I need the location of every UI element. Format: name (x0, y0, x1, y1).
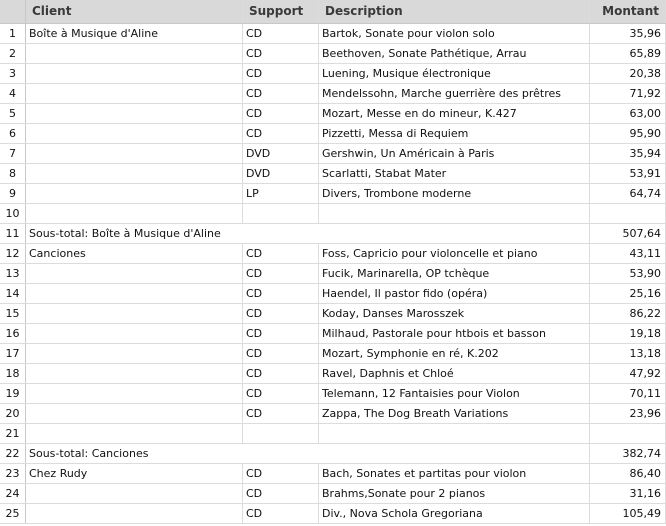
client-cell[interactable] (26, 184, 243, 203)
description-cell[interactable]: Mozart, Symphonie en ré, K.202 (319, 344, 590, 363)
support-cell[interactable]: CD (243, 404, 319, 423)
row-number[interactable]: 11 (0, 224, 26, 243)
table-row[interactable] (0, 204, 666, 224)
row-number[interactable]: 4 (0, 84, 26, 103)
montant-cell[interactable] (590, 424, 666, 443)
montant-cell[interactable]: 64,74 (590, 184, 666, 203)
client-cell[interactable]: Chez Rudy (26, 464, 243, 483)
description-cell[interactable]: Divers, Trombone moderne (319, 184, 590, 203)
support-cell[interactable]: CD (243, 504, 319, 523)
support-cell[interactable]: CD (243, 24, 319, 43)
client-cell[interactable]: Canciones (26, 244, 243, 263)
support-cell[interactable]: CD (243, 264, 319, 283)
row-number[interactable]: 19 (0, 384, 26, 403)
description-cell[interactable]: Telemann, 12 Fantaisies pour Violon (319, 384, 590, 403)
support-cell[interactable]: LP (243, 184, 319, 203)
support-cell[interactable]: CD (243, 384, 319, 403)
description-cell[interactable]: Scarlatti, Stabat Mater (319, 164, 590, 183)
montant-cell[interactable]: 31,16 (590, 484, 666, 503)
table-row[interactable] (0, 244, 666, 264)
montant-cell[interactable]: 43,11 (590, 244, 666, 263)
row-number[interactable]: 1 (0, 24, 26, 43)
montant-cell[interactable]: 53,91 (590, 164, 666, 183)
client-cell[interactable] (26, 484, 243, 503)
description-cell[interactable]: Milhaud, Pastorale pour htbois et basson (319, 324, 590, 343)
description-cell[interactable]: Ravel, Daphnis et Chloé (319, 364, 590, 383)
montant-cell[interactable]: 382,74 (590, 444, 666, 463)
row-number[interactable]: 7 (0, 144, 26, 163)
column-header-support[interactable]: Support (243, 0, 319, 23)
client-cell[interactable] (26, 44, 243, 63)
client-cell[interactable] (26, 264, 243, 283)
table-row[interactable] (0, 384, 666, 404)
support-cell[interactable]: DVD (243, 164, 319, 183)
table-row[interactable] (0, 264, 666, 284)
description-cell[interactable]: Koday, Danses Marosszek (319, 304, 590, 323)
row-number[interactable]: 8 (0, 164, 26, 183)
description-cell[interactable] (319, 424, 590, 443)
table-row[interactable] (0, 284, 666, 304)
client-cell[interactable] (26, 164, 243, 183)
table-row[interactable] (0, 344, 666, 364)
support-cell[interactable]: CD (243, 324, 319, 343)
row-number[interactable]: 15 (0, 304, 26, 323)
montant-cell[interactable]: 20,38 (590, 64, 666, 83)
description-cell[interactable] (319, 204, 590, 223)
row-number-header (0, 0, 26, 23)
support-cell[interactable]: CD (243, 44, 319, 63)
row-number[interactable]: 5 (0, 104, 26, 123)
subtotal-row[interactable] (0, 224, 666, 244)
description-cell[interactable]: Gershwin, Un Américain à Paris (319, 144, 590, 163)
montant-cell[interactable]: 25,16 (590, 284, 666, 303)
table-row[interactable] (0, 504, 666, 524)
client-cell[interactable] (26, 364, 243, 383)
montant-cell[interactable]: 63,00 (590, 104, 666, 123)
description-cell[interactable]: Mendelssohn, Marche guerrière des prêtres (319, 84, 590, 103)
row-number[interactable]: 18 (0, 364, 26, 383)
client-cell[interactable] (26, 324, 243, 343)
client-cell[interactable] (26, 284, 243, 303)
table-row[interactable] (0, 304, 666, 324)
support-cell[interactable]: CD (243, 124, 319, 143)
support-cell[interactable]: CD (243, 244, 319, 263)
table-row[interactable] (0, 64, 666, 84)
support-cell[interactable]: CD (243, 464, 319, 483)
client-cell[interactable] (26, 404, 243, 423)
column-header-description[interactable]: Description (319, 0, 590, 23)
montant-cell[interactable]: 105,49 (590, 504, 666, 523)
row-number[interactable]: 10 (0, 204, 26, 223)
montant-cell[interactable]: 53,90 (590, 264, 666, 283)
client-cell[interactable] (26, 84, 243, 103)
client-cell[interactable] (26, 304, 243, 323)
row-number[interactable]: 20 (0, 404, 26, 423)
grid-body (0, 24, 666, 524)
row-number[interactable]: 16 (0, 324, 26, 343)
table-row[interactable] (0, 404, 666, 424)
table-row[interactable] (0, 44, 666, 64)
row-number[interactable]: 12 (0, 244, 26, 263)
subtotal-label[interactable]: Sous-total: Canciones (26, 444, 590, 463)
row-number[interactable]: 17 (0, 344, 26, 363)
montant-cell[interactable]: 23,96 (590, 404, 666, 423)
client-cell[interactable]: Boîte à Musique d'Aline (26, 24, 243, 43)
client-cell[interactable] (26, 124, 243, 143)
description-cell[interactable]: Pizzetti, Messa di Requiem (319, 124, 590, 143)
client-cell[interactable] (26, 204, 243, 223)
description-cell[interactable]: Fucik, Marinarella, OP tchèque (319, 264, 590, 283)
support-cell[interactable]: CD (243, 64, 319, 83)
montant-cell[interactable]: 65,89 (590, 44, 666, 63)
support-cell[interactable]: CD (243, 84, 319, 103)
montant-cell[interactable]: 86,22 (590, 304, 666, 323)
row-number[interactable]: 2 (0, 44, 26, 63)
table-row[interactable] (0, 184, 666, 204)
support-cell[interactable]: CD (243, 364, 319, 383)
description-cell[interactable]: Zappa, The Dog Breath Variations (319, 404, 590, 423)
subtotal-label[interactable]: Sous-total: Boîte à Musique d'Aline (26, 224, 590, 243)
table-row[interactable] (0, 164, 666, 184)
row-number[interactable]: 22 (0, 444, 26, 463)
montant-cell[interactable]: 507,64 (590, 224, 666, 243)
row-number[interactable]: 3 (0, 64, 26, 83)
row-number[interactable]: 6 (0, 124, 26, 143)
row-number[interactable]: 21 (0, 424, 26, 443)
description-cell[interactable]: Luening, Musique électronique (319, 64, 590, 83)
row-number[interactable]: 25 (0, 504, 26, 523)
support-cell[interactable]: CD (243, 344, 319, 363)
table-row[interactable] (0, 24, 666, 44)
client-cell[interactable] (26, 144, 243, 163)
montant-cell[interactable]: 13,18 (590, 344, 666, 363)
row-number[interactable]: 23 (0, 464, 26, 483)
montant-cell[interactable]: 71,92 (590, 84, 666, 103)
table-row[interactable] (0, 104, 666, 124)
support-cell[interactable]: CD (243, 484, 319, 503)
client-cell[interactable] (26, 384, 243, 403)
montant-cell[interactable]: 47,92 (590, 364, 666, 383)
description-cell[interactable]: Bach, Sonates et partitas pour violon (319, 464, 590, 483)
montant-cell[interactable]: 95,90 (590, 124, 666, 143)
support-cell[interactable]: DVD (243, 144, 319, 163)
montant-cell[interactable]: 70,11 (590, 384, 666, 403)
description-cell[interactable]: Brahms,Sonate pour 2 pianos (319, 484, 590, 503)
table-row[interactable] (0, 324, 666, 344)
support-cell[interactable]: CD (243, 104, 319, 123)
description-cell[interactable]: Mozart, Messe en do mineur, K.427 (319, 104, 590, 123)
client-cell[interactable] (26, 104, 243, 123)
client-cell[interactable] (26, 64, 243, 83)
montant-cell[interactable]: 86,40 (590, 464, 666, 483)
table-row[interactable] (0, 84, 666, 104)
description-cell[interactable]: Foss, Capricio pour violoncelle et piano (319, 244, 590, 263)
montant-cell[interactable]: 19,18 (590, 324, 666, 343)
table-row[interactable] (0, 484, 666, 504)
header-row (0, 0, 666, 24)
client-cell[interactable] (26, 344, 243, 363)
description-cell[interactable]: Div., Nova Schola Gregoriana (319, 504, 590, 523)
support-cell[interactable]: CD (243, 304, 319, 323)
description-cell[interactable]: Beethoven, Sonate Pathétique, Arrau (319, 44, 590, 63)
row-number[interactable]: 24 (0, 484, 26, 503)
table-row[interactable] (0, 124, 666, 144)
row-number[interactable]: 13 (0, 264, 26, 283)
support-cell[interactable]: CD (243, 284, 319, 303)
row-number[interactable]: 14 (0, 284, 26, 303)
description-cell[interactable]: Bartok, Sonate pour violon solo (319, 24, 590, 43)
support-cell[interactable] (243, 204, 319, 223)
column-header-montant[interactable]: Montant (590, 0, 666, 23)
table-row[interactable] (0, 144, 666, 164)
table-row[interactable] (0, 364, 666, 384)
montant-cell[interactable]: 35,96 (590, 24, 666, 43)
row-number[interactable]: 9 (0, 184, 26, 203)
montant-cell[interactable] (590, 204, 666, 223)
table-row[interactable] (0, 424, 666, 444)
client-cell[interactable] (26, 504, 243, 523)
description-cell[interactable]: Haendel, Il pastor fido (opéra) (319, 284, 590, 303)
column-header-client[interactable]: Client (26, 0, 243, 23)
client-cell[interactable] (26, 424, 243, 443)
table-row[interactable] (0, 464, 666, 484)
montant-cell[interactable]: 35,94 (590, 144, 666, 163)
subtotal-row[interactable] (0, 444, 666, 464)
support-cell[interactable] (243, 424, 319, 443)
